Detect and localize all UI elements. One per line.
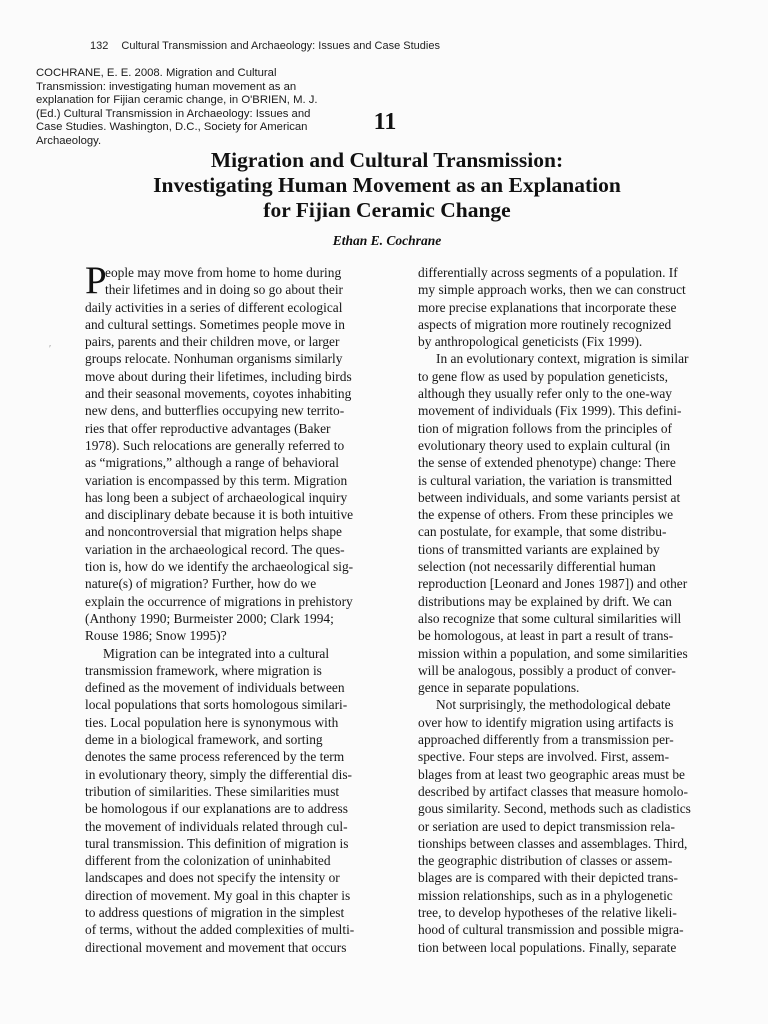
text-line: in evolutionary theory, simply the differential dis- xyxy=(85,766,353,782)
text-line: tion is, how do we identify the archaeological sig- xyxy=(85,559,354,575)
chapter-number: 11 xyxy=(373,109,397,135)
text-line: and cultural settings. Sometimes people move in xyxy=(85,316,345,332)
running-head-title: Cultural Transmission and Archaeology: Issues and Case Studies xyxy=(121,40,440,52)
text-line: be homologous, at least in part a result of trans- xyxy=(418,628,674,644)
title-line: Investigating Human Movement as an Explanation xyxy=(153,173,621,197)
text-line: mission relationships, such as in a phylogenetic xyxy=(418,887,673,903)
text-line: has long been a subject of archaeological inquiry xyxy=(85,489,348,505)
text-line: blages from at least two geographic areas must be xyxy=(418,766,685,782)
opening-paragraph xyxy=(85,259,395,956)
running-head xyxy=(90,40,440,52)
text-line: between individuals, and some variants persist at xyxy=(418,489,681,505)
text-line: also recognize that some cultural similarities will xyxy=(418,610,682,626)
text-line: can postulate, for example, that some distribu- xyxy=(418,524,667,540)
text-line: is cultural variation, the variation is transmitted xyxy=(418,472,672,488)
text-line: as “migrations,” although a range of behavioral xyxy=(85,455,339,471)
text-line: will be analogous, possibly a product of conver- xyxy=(418,662,676,678)
text-line: the expense of others. From these principles we xyxy=(418,507,674,523)
text-line: tionships between classes and assemblages. Third, xyxy=(418,835,688,851)
text-line: gous similarity. Second, methods such as cladistics xyxy=(418,801,691,817)
citation-block xyxy=(36,67,358,149)
text-line: explain the occurrence of migrations in prehistory xyxy=(85,593,353,609)
text-line: the sense of extended phenotype) change: There xyxy=(418,455,676,471)
text-line: groups relocate. Nonhuman organisms similarly xyxy=(85,351,343,367)
text-line: evolutionary theory used to explain cultural (in xyxy=(418,437,671,453)
citation-line: COCHRANE, E. E. 2008. Migration and Cultural xyxy=(36,67,277,79)
citation-line: Transmission: investigating human movement as an xyxy=(36,80,297,93)
text-line: the geographic distribution of classes or assem- xyxy=(418,853,673,869)
text-line: by anthropological geneticists (Fix 1999). xyxy=(418,334,643,350)
text-line: defined as the movement of individuals between xyxy=(85,680,345,696)
text-line: mission within a population, and some similarities xyxy=(418,645,688,661)
text-line: of terms, without the added complexities of multi- xyxy=(85,922,355,938)
text-line: aspects of migration more routinely recognized xyxy=(418,316,672,332)
title-line: Migration and Cultural Transmission: xyxy=(210,148,564,172)
text-line: Not surprisingly, the methodological debate xyxy=(436,697,671,713)
text-line: ties. Local population here is synonymous with xyxy=(85,714,339,730)
title-line: for Fijian Ceramic Change xyxy=(263,198,511,222)
chapter-title xyxy=(90,148,684,223)
text-line: to gene flow as used by population geneticists, xyxy=(418,368,668,384)
text-line: differentially across segments of a population. If xyxy=(418,265,678,280)
text-line: spective. Four steps are involved. First, assem- xyxy=(418,749,670,765)
text-line: and noncontroversial that migration helps shape xyxy=(85,524,342,540)
text-line: tree, to develop hypotheses of the relative likeli- xyxy=(418,904,677,920)
text-line: distributions may be explained by drift. We can xyxy=(418,593,672,609)
text-line: movement of individuals (Fix 1999). This defini- xyxy=(418,403,682,419)
text-line: the movement of individuals related through cul- xyxy=(85,818,348,834)
text-line: gence in separate populations. xyxy=(418,680,580,696)
text-line: tural transmission. This definition of migration is xyxy=(85,835,349,851)
text-line: over how to identify migration using artifacts is xyxy=(418,714,674,730)
text-line: and their seasonal movements, coyotes inhabiting xyxy=(85,386,352,402)
text-line: selection (not necessarily differential human xyxy=(418,559,656,575)
text-line: deme in a biological framework, and sorting xyxy=(85,732,323,748)
text-line: (Anthony 1990; Burmeister 2000; Clark 1994; xyxy=(85,610,334,626)
text-line: my simple approach works, then we can construct xyxy=(418,282,686,298)
text-line: nature(s) of migration? Further, how do we xyxy=(85,576,317,592)
text-line: In an evolutionary context, migration is similar xyxy=(436,351,689,367)
text-line: Rouse 1986; Snow 1995)? xyxy=(85,628,227,644)
text-line: blages are is compared with their depicted trans- xyxy=(418,870,678,886)
text-line: described by artifact classes that measure homolo- xyxy=(418,783,688,799)
text-line: and disciplinary debate because it is both intuitive xyxy=(85,507,354,523)
text-line: tribution of similarities. These similarities must xyxy=(85,783,340,799)
text-line: different from the colonization of uninhabited xyxy=(85,853,331,869)
text-line: move about during their lifetimes, including birds xyxy=(85,368,352,384)
text-line: new dens, and butterflies occupying new territo- xyxy=(85,403,345,419)
text-line: denotes the same process referenced by the term xyxy=(85,749,345,765)
text-line: directional movement and movement that occurs xyxy=(85,939,347,955)
text-line: tion of migration follows from the principles of xyxy=(418,420,673,436)
margin-mark: ′ xyxy=(49,344,52,355)
text-line: or seriation are used to depict transmission rela- xyxy=(418,818,675,834)
text-line: pairs, parents and their children move, or larger xyxy=(85,334,340,350)
text-line: approached differently from a transmission per- xyxy=(418,732,674,748)
citation-line: (Ed.) Cultural Transmission in Archaeology: Issues and xyxy=(36,107,311,120)
right-column xyxy=(418,264,733,956)
author-name: Ethan E. Cochrane xyxy=(332,233,442,248)
text-line: Migration can be integrated into a cultural xyxy=(103,645,330,661)
text-line: to address questions of migration in the simplest xyxy=(85,904,345,920)
text-line: hood of cultural transmission and possible migra- xyxy=(418,922,684,938)
text-line: more precise explanations that incorporate these xyxy=(418,299,677,315)
text-line: eople may move from home to home during xyxy=(105,265,342,280)
drop-cap: P xyxy=(85,259,107,302)
text-line: although they usually refer only to the one-way xyxy=(418,386,672,402)
text-line: 1978). Such relocations are generally referred to xyxy=(85,437,345,453)
text-line: transmission framework, where migration is xyxy=(85,662,322,678)
text-line: variation in the archaeological record. The ques- xyxy=(85,541,345,557)
left-column xyxy=(85,259,395,956)
citation-line: Archaeology. xyxy=(36,134,102,147)
text-line: variation is encompassed by this term. Migration xyxy=(85,472,348,488)
text-line: direction of movement. My goal in this chapter is xyxy=(85,887,351,903)
citation-line: Case Studies. Washington, D.C., Society for American xyxy=(36,121,308,134)
page-number: 132 xyxy=(90,40,109,52)
text-line: tions of transmitted variants are explained by xyxy=(418,541,660,557)
citation-line: explanation for Fijian ceramic change, in O'BRIEN, M. J. xyxy=(36,94,318,107)
text-line: tion between local populations. Finally, separate xyxy=(418,939,677,955)
text-line: landscapes and does not specify the intensity or xyxy=(85,870,340,886)
text-line: ries that offer reproductive advantages (Baker xyxy=(85,420,331,436)
text-line: local populations that sorts homologous similari- xyxy=(85,697,348,713)
text-line: reproduction [Leonard and Jones 1987]) and other xyxy=(418,576,688,592)
text-line: be homologous if our explanations are to address xyxy=(85,801,348,817)
text-line: their lifetimes and in doing so go about their xyxy=(105,282,344,298)
text-line: daily activities in a series of different ecological xyxy=(85,299,343,315)
